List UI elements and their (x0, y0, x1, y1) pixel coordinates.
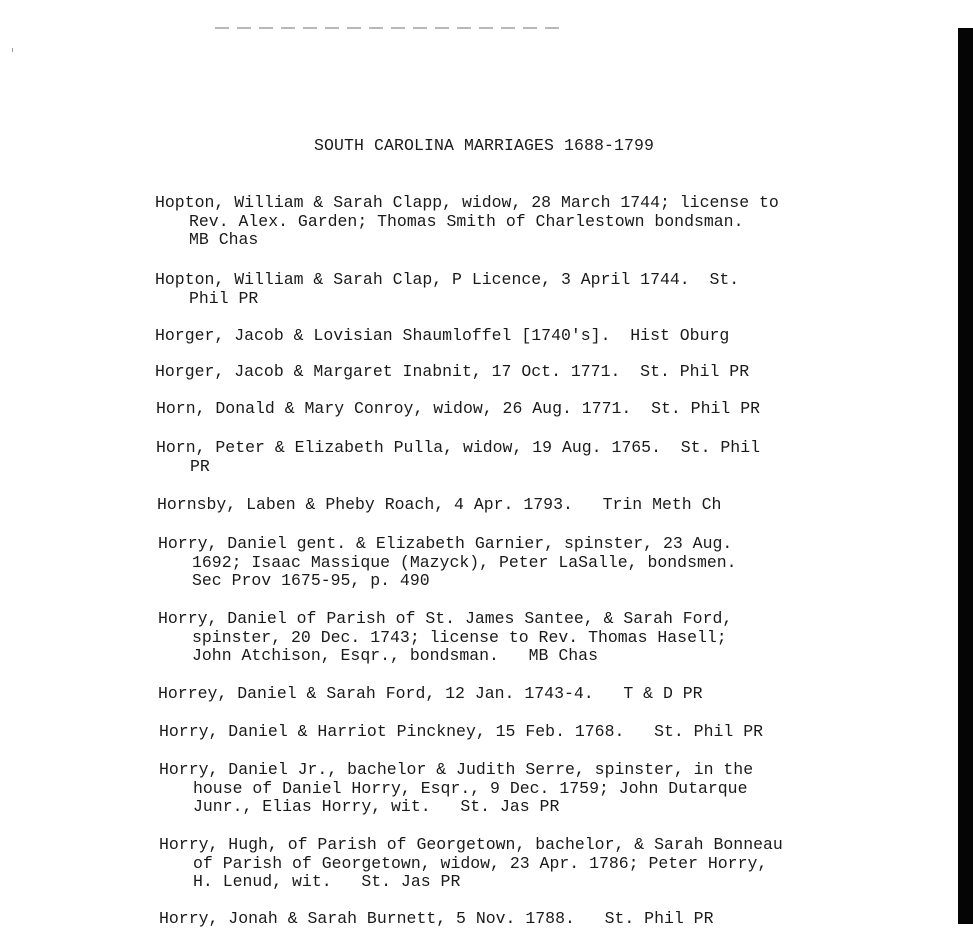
entry-line: Horn, Donald & Mary Conroy, widow, 26 Aug. 1771. St. Phil PR (156, 399, 760, 418)
entry-line: Phil PR (189, 288, 259, 308)
entry-line: H. Lenud, wit. St. Jas PR (193, 872, 461, 891)
entry (155, 363, 749, 382)
entry-line: Hopton, William & Sarah Clap, P Licence, 3 April 1744. St. (155, 270, 740, 289)
entry (157, 496, 721, 515)
entry-line: John Atchison, Esqr., bondsman. MB Chas (192, 646, 598, 665)
entry (156, 400, 760, 419)
entry-line: MB Chas (189, 230, 259, 249)
entry-line: Horrey, Daniel & Sarah Ford, 12 Jan. 1743-4. T & D PR (158, 684, 703, 703)
entry-line: Horry, Jonah & Sarah Burnett, 5 Nov. 1788. St. Phil PR (159, 909, 714, 928)
entry (159, 761, 753, 817)
entry-line: Rev. Alex. Garden; Thomas Smith of Charlestown bondsman. (189, 211, 744, 231)
entry-line: Horry, Daniel & Harriot Pinckney, 15 Feb. 1768. St. Phil PR (159, 722, 763, 741)
entry-line: Hornsby, Laben & Pheby Roach, 4 Apr. 1793. Trin Meth Ch (157, 495, 722, 514)
entry-line: of Parish of Georgetown, widow, 23 Apr. 1786; Peter Horry, (193, 853, 768, 873)
entry-line: spinster, 20 Dec. 1743; license to Rev. Thomas Hasell; (192, 627, 727, 647)
entry-line: house of Daniel Horry, Esqr., 9 Dec. 1759; John Dutarque (193, 778, 748, 798)
entry-line: Sec Prov 1675-95, p. 490 (192, 571, 430, 590)
scan-artifact-dashes (215, 27, 565, 29)
entry-line: Hopton, William & Sarah Clapp, widow, 28 March 1744; license to (155, 193, 779, 212)
entry-line: Horry, Daniel Jr., bachelor & Judith Serre, spinster, in the (159, 760, 754, 779)
entry (155, 271, 739, 308)
entry (158, 535, 737, 591)
entry-line: Horry, Hugh, of Parish of Georgetown, bachelor, & Sarah Bonneau (159, 835, 783, 854)
entry (155, 194, 779, 250)
entry-line: Horn, Peter & Elizabeth Pulla, widow, 19 Aug. 1765. St. Phil (156, 438, 760, 457)
entry (159, 910, 714, 929)
page-title: SOUTH CAROLINA MARRIAGES 1688-1799 (314, 136, 655, 155)
entry-line: Horger, Jacob & Lovisian Shaumloffel [1740's]. Hist Oburg (155, 326, 730, 345)
entry (155, 327, 729, 346)
entry-line: 1692; Isaac Massique (Mazyck), Peter LaSalle, bondsmen. (192, 552, 737, 572)
entry (159, 836, 783, 892)
entry (158, 610, 732, 666)
entry-line: Horger, Jacob & Margaret Inabnit, 17 Oct. 1771. St. Phil PR (155, 362, 750, 381)
entry-line: PR (190, 456, 210, 476)
entry (156, 439, 760, 476)
entry-line: Horry, Daniel of Parish of St. James Santee, & Sarah Ford, (158, 609, 733, 628)
scan-edge-shadow (958, 28, 973, 924)
scan-artifact-tick (12, 48, 13, 52)
entry-line: Junr., Elias Horry, wit. St. Jas PR (193, 797, 560, 816)
entry-line: Horry, Daniel gent. & Elizabeth Garnier, spinster, 23 Aug. (158, 534, 733, 553)
entry (158, 685, 703, 704)
entry (159, 723, 763, 742)
